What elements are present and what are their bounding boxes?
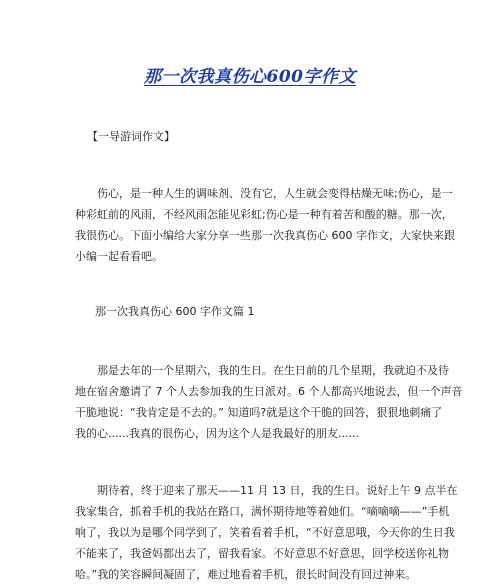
paragraph-line: 干脆地说：“我肯定是不去的。” 知道吗?就是这个干脆的回答，狠狠地刺痛了 [75, 406, 443, 419]
paragraph-line: 种彩虹前的风雨，不经风雨怎能见彩虹;伤心是一种有着苦和酸的糖。那一次， [75, 208, 453, 221]
paragraph-line: 地在宿舍邀请了 7 个人去参加我的生日派对。6 个人都高兴地说去，但一个声音 [75, 385, 463, 398]
paragraph-line: 我家集合，抓着手机的我站在路口，满怀期待地等着她们。“嘀嘀嘀——”手机 [75, 505, 450, 518]
paragraph-line: 响了，我以为是哪个同学到了，笑着看着手机，“不好意思哦，今天你的生日我 [75, 526, 455, 539]
article-subheading: 那一次我真伤心 600 字作文篇 1 [95, 305, 255, 318]
document-title: 那一次我真伤心600字作文 [144, 67, 356, 87]
paragraph-line: 我很伤心。下面小编给大家分享一些那一次我真伤心 600 字作文，大家快来跟 [75, 229, 455, 242]
paragraph-line: 哈。”我的笑容瞬间凝固了，难过地看着手机，很长时间没有回过神来。 [75, 568, 417, 581]
paragraph-line: 不能来了，我爸妈都出去了，留我看家。不好意思不好意思，回学校送你礼物 [75, 547, 449, 560]
paragraph-line: 那是去年的一个星期六，我的生日。在生日前的几个星期，我就迫不及待 [75, 364, 449, 377]
section-tag: 【一导游词作文】 [87, 130, 175, 143]
intro-paragraph [75, 183, 455, 267]
paragraph-line: 伤心，是一种人生的调味剂、没有它，人生就会变得枯燥无味;伤心，是一 [75, 187, 453, 200]
paragraph-line: 小编一起看看吧。 [75, 250, 163, 263]
paragraph-line: 期待着，终于迎来了那天——11 月 13 日，我的生日。说好上午 9 点半在 [75, 484, 458, 497]
paragraph-line: 我的心......我真的很伤心，因为这个人是我最好的朋友...... [75, 427, 359, 440]
body-paragraph-1 [75, 360, 463, 444]
body-paragraph-2 [75, 480, 458, 585]
